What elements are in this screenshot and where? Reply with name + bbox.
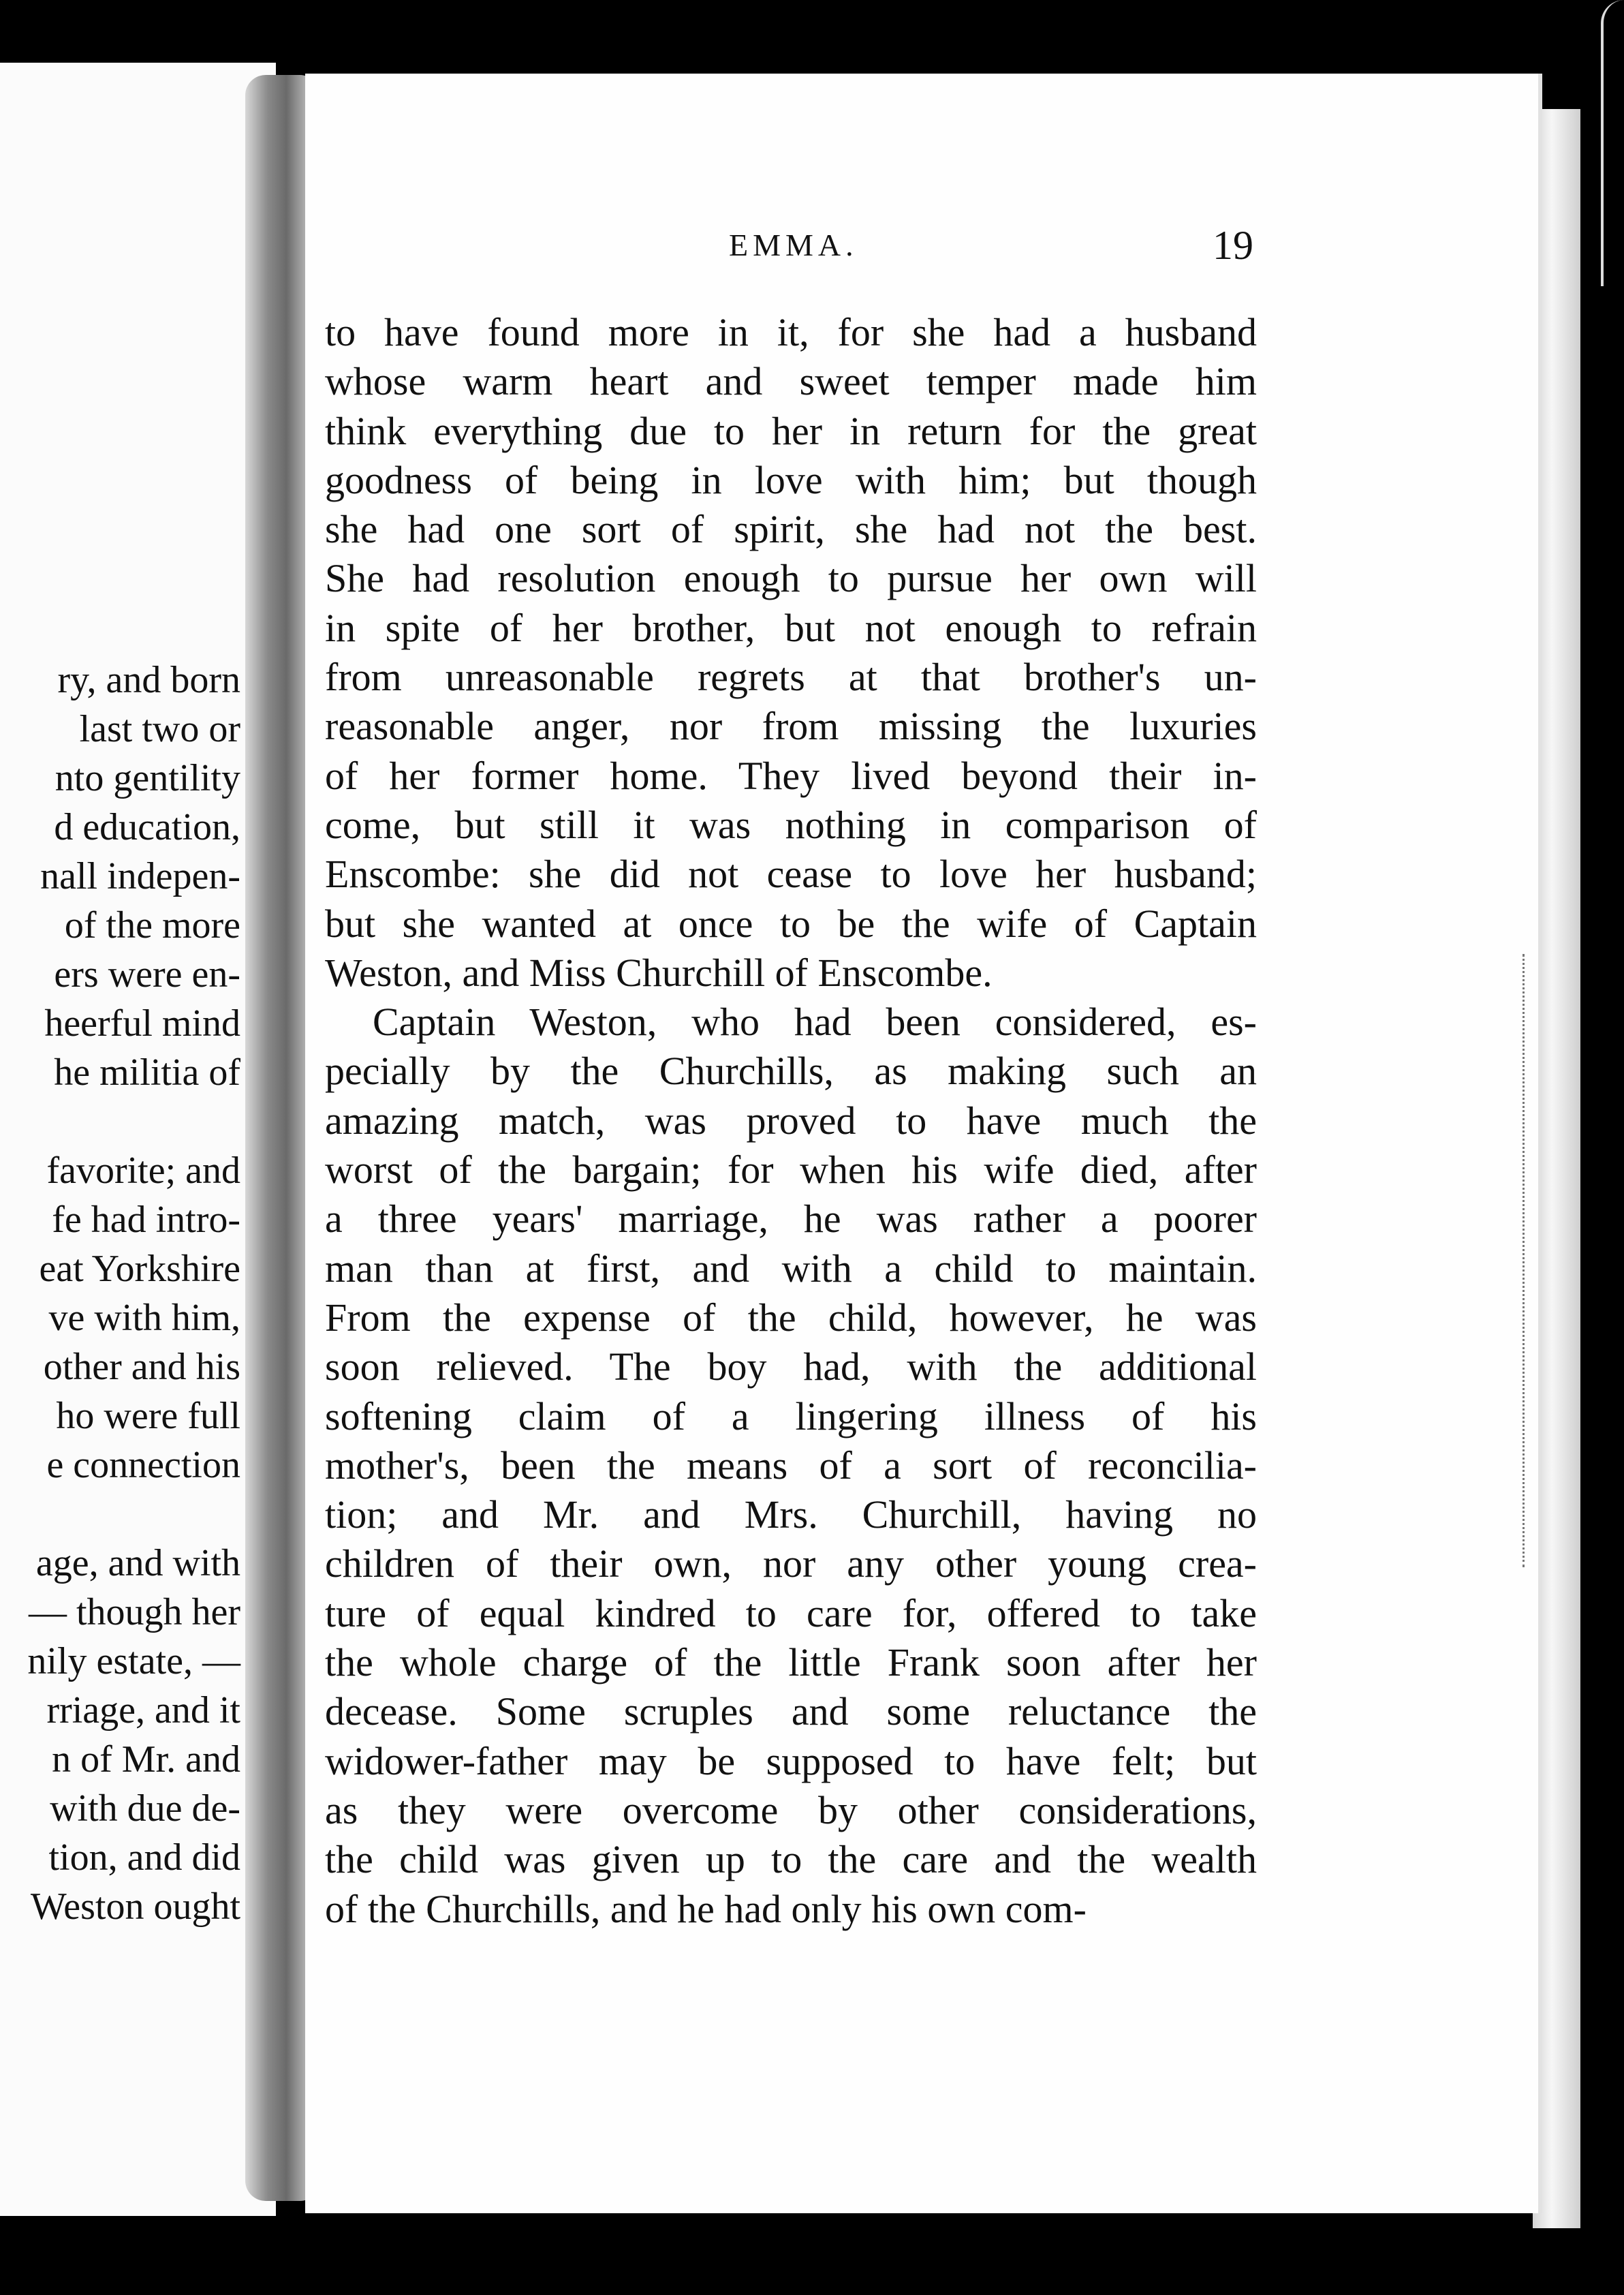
text-line: soon relieved. The boy had, with the additional: [325, 1344, 1257, 1389]
text-line: mother's, been the means of a sort of reconcilia-: [325, 1443, 1257, 1488]
previous-page-line: nily estate, —: [27, 1640, 240, 1682]
previous-page-line: of the more: [64, 904, 240, 946]
text-line: tion; and Mr. and Mrs. Churchill, having no: [325, 1492, 1257, 1537]
page-edge-marks: [1522, 954, 1530, 1567]
corner-curl: [1601, 0, 1624, 286]
text-line: From the expense of the child, however, he was: [325, 1295, 1257, 1340]
text-line: children of their own, nor any other young crea-: [325, 1541, 1257, 1586]
text-line: Weston, and Miss Churchill of Enscombe.: [325, 950, 993, 995]
previous-page-line: age, and with: [35, 1542, 240, 1584]
previous-page-line: rriage, and it: [46, 1689, 240, 1731]
running-title: EMMA.: [729, 228, 858, 262]
text-line: She had resolution enough to pursue her own will: [325, 556, 1257, 601]
previous-page-line: nall indepen-: [40, 855, 240, 897]
previous-page-line: heerful mind: [44, 1002, 240, 1045]
text-line: goodness of being in love with him; but though: [325, 457, 1257, 502]
text-line: a three years' marriage, he was rather a poorer: [325, 1197, 1257, 1242]
previous-page-line: ers were en-: [54, 953, 240, 996]
text-line: decease. Some scruples and some reluctance the: [325, 1689, 1257, 1734]
text-line: Captain Weston, who had been considered, es-: [373, 1000, 1257, 1045]
previous-page-line: last two or: [79, 708, 240, 750]
previous-page-text: [0, 656, 240, 1931]
running-head: [327, 221, 1253, 269]
page-number: 19: [1213, 223, 1253, 268]
text-line: man than at first, and with a child to maintain.: [325, 1246, 1257, 1291]
previous-page-line: he militia of: [54, 1051, 240, 1094]
text-line: the whole charge of the little Frank soon after her: [325, 1640, 1257, 1685]
text-line: the child was given up to the care and the wealth: [325, 1837, 1257, 1882]
text-line: softening claim of a lingering illness of his: [325, 1393, 1257, 1438]
previous-page-line: fe had intro-: [52, 1199, 240, 1241]
previous-page-line: tion, and did: [48, 1836, 240, 1879]
previous-page-line: ry, and born: [57, 659, 240, 701]
paragraph-gap: [0, 1490, 240, 1539]
text-line: ture of equal kindred to care for, offered to take: [325, 1590, 1257, 1635]
previous-page-line: Weston ought: [30, 1885, 240, 1928]
text-line: come, but still it was nothing in comparison of: [325, 802, 1257, 847]
previous-page-line: d education,: [54, 806, 240, 848]
text-line: pecially by the Churchills, as making such an: [325, 1049, 1257, 1094]
previous-page-line: favorite; and: [46, 1150, 240, 1192]
text-line: think everything due to her in return for the great: [325, 408, 1257, 453]
text-line: in spite of her brother, but not enough to refrain: [325, 605, 1257, 650]
paragraph-gap: [0, 1097, 240, 1146]
text-line: from unreasonable regrets at that brother's un-: [325, 655, 1257, 700]
previous-page-line: nto gentility: [54, 757, 240, 799]
previous-page-line: ve with him,: [48, 1297, 240, 1339]
previous-page-line: other and his: [43, 1346, 240, 1388]
previous-page-line: e connection: [46, 1444, 240, 1486]
previous-page-line: — though her: [28, 1591, 240, 1633]
text-line: reasonable anger, nor from missing the luxuries: [325, 704, 1257, 749]
previous-page-line: eat Yorkshire: [39, 1248, 240, 1290]
text-line: whose warm heart and sweet temper made him: [325, 359, 1257, 404]
text-line: to have found more in it, for she had a husband: [325, 310, 1257, 354]
previous-page-line: with due de-: [50, 1787, 240, 1830]
text-line: of her former home. They lived beyond their in-: [325, 753, 1257, 798]
text-line: as they were overcome by other considerations,: [325, 1787, 1257, 1832]
previous-page-line: n of Mr. and: [52, 1738, 240, 1781]
text-line: of the Churchills, and he had only his own com-: [325, 1886, 1087, 1931]
text-line: but she wanted at once to be the wife of Captain: [325, 901, 1257, 946]
text-line: Enscombe: she did not cease to love her husband;: [325, 852, 1257, 897]
text-line: worst of the bargain; for when his wife died, after: [325, 1148, 1257, 1192]
previous-page-fragment: [0, 63, 276, 2216]
body-text: [325, 308, 1257, 1934]
text-line: she had one sort of spirit, she had not the best.: [325, 507, 1257, 552]
text-line: amazing match, was proved to have much the: [325, 1098, 1257, 1143]
previous-page-line: ho were full: [56, 1395, 240, 1437]
text-line: widower-father may be supposed to have felt; but: [325, 1738, 1257, 1783]
